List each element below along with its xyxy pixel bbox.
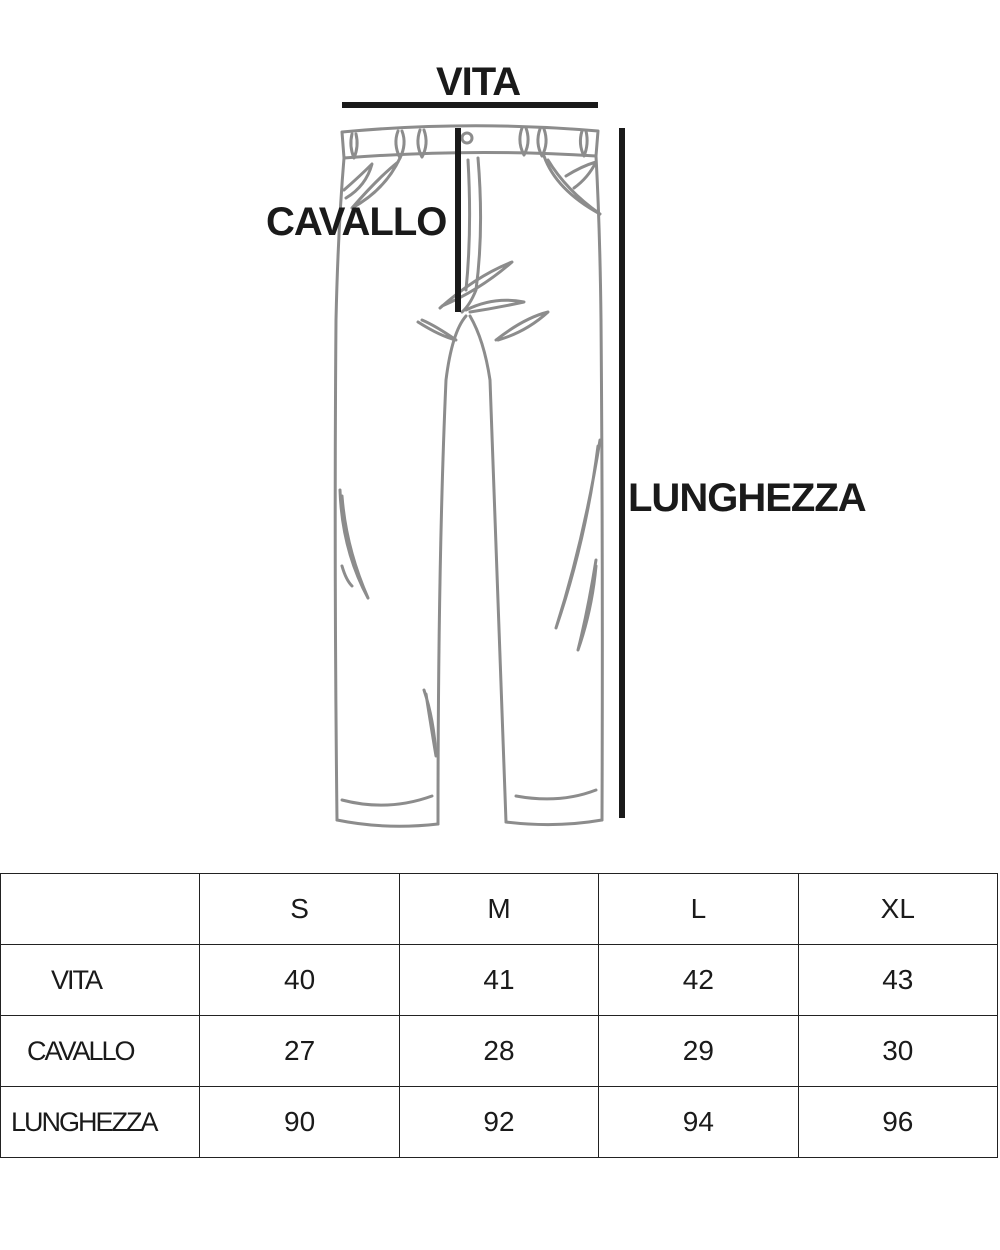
rise-label: CAVALLO	[266, 200, 447, 244]
table-cell: 90	[200, 1087, 399, 1158]
row-label-cavallo: CAVALLO	[1, 1016, 200, 1087]
right-inseam	[470, 316, 506, 822]
belt-loop	[580, 131, 587, 156]
table-row	[1, 1087, 998, 1158]
knee-crease	[578, 560, 596, 650]
header-corner-cell	[1, 874, 200, 945]
table-cell: 29	[599, 1016, 798, 1087]
belt-loop	[520, 128, 528, 155]
header-cell-xl: XL	[798, 874, 997, 945]
table-header-row	[1, 874, 998, 945]
header-cell-l: L	[599, 874, 798, 945]
table-cell: 28	[399, 1016, 598, 1087]
waist-label: VITA	[436, 60, 521, 104]
belt-loop	[351, 134, 357, 158]
crotch-fold	[418, 320, 456, 340]
table-cell: 40	[200, 945, 399, 1016]
table-cell: 94	[599, 1087, 798, 1158]
right-hem	[506, 820, 602, 825]
table-cell: 27	[200, 1016, 399, 1087]
table-cell: 41	[399, 945, 598, 1016]
knee-crease	[556, 440, 600, 628]
row-label-vita: VITA	[1, 945, 200, 1016]
left-inseam	[438, 316, 466, 824]
size-chart-table	[0, 873, 998, 1158]
crotch-fold	[466, 300, 524, 312]
left-pocket-fold	[344, 164, 372, 198]
header-cell-s: S	[200, 874, 399, 945]
table-cell: 96	[798, 1087, 997, 1158]
row-label-lunghezza: LUNGHEZZA	[1, 1087, 200, 1158]
right-outer-seam	[596, 156, 602, 820]
knee-crease	[342, 566, 352, 586]
left-hem-crease	[342, 796, 432, 805]
knee-crease	[340, 490, 368, 598]
table-row	[1, 1016, 998, 1087]
right-hem-crease	[516, 790, 596, 799]
shin-crease	[424, 690, 436, 756]
table-cell: 43	[798, 945, 997, 1016]
left-hem	[337, 820, 438, 826]
length-label: LUNGHEZZA	[628, 476, 866, 520]
table-row	[1, 945, 998, 1016]
table-cell: 42	[599, 945, 798, 1016]
table-cell: 30	[798, 1016, 997, 1087]
waist-button	[462, 133, 472, 143]
crotch-fold	[496, 312, 548, 340]
table-cell: 92	[399, 1087, 598, 1158]
header-cell-m: M	[399, 874, 598, 945]
fly-seam	[466, 160, 470, 290]
right-pocket-fold	[566, 162, 596, 188]
